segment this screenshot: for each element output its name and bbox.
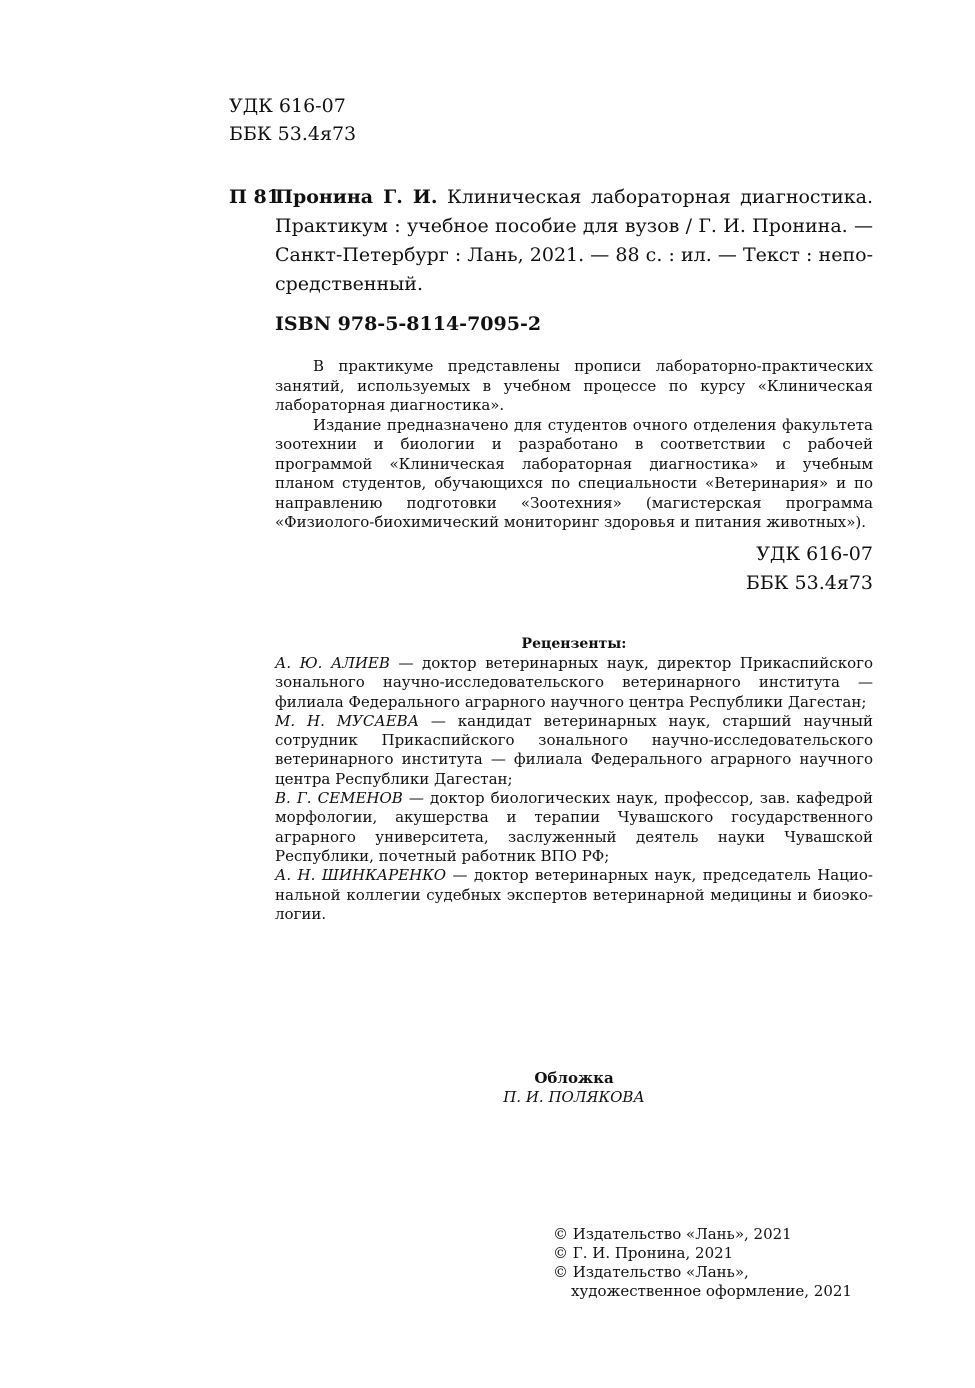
top-udk: УДК 616-07 — [229, 95, 346, 117]
annotation-paragraph-1: В практикуме представлены прописи лабораторно-практических занятий, используемых в учебном процессе по курсу «Клиническая лабораторная диагностика». — [275, 357, 873, 414]
reviewer-name: А. Ю. АЛИЕВ — [275, 654, 390, 672]
top-classification — [229, 92, 356, 148]
copyright-line: © Издательство «Лань», — [553, 1263, 749, 1281]
annotation-paragraph-2: Издание предназначено для студентов очного отделения факультета зоотехнии и биологии и разработано в соответствии с рабочей программой «Клиническая лабораторная диагностика» и учебным планом студентов, обучающихся по специальности «Ветеринария» и по направлению подготовки «Зоотехния» (магистерская программа «Физиолого-биохимический мониторинг здоровья и питания животных»). — [275, 415, 873, 531]
bottom-udk: УДК 616-07 — [756, 543, 873, 565]
reviewer-name: В. Г. СЕМЕНОВ — [275, 789, 403, 808]
reviewers-list — [275, 654, 873, 924]
reviewer-details: — доктор ветеринарных наук, директор Прикаспийского зонального научно-исследовательского ветеринарного института — филиала Федерального аграрного научного центра Республики Дагестан; — [275, 654, 873, 711]
reviewer-details: — кандидат ветеринарных наук, старший научный сотрудник Прикаспийского зонального научно-исследовательского ветеринарного института — филиала Федерального аграрного научного центра Республики Дагестан; — [275, 711, 873, 788]
author-mark: П 81 — [229, 186, 280, 208]
reviewer-entry — [275, 866, 873, 924]
reviewers-title: Рецензенты: — [521, 636, 627, 652]
reviewer-entry — [275, 712, 873, 789]
top-bbk: ББК 53.4я73 — [229, 123, 357, 145]
reviewer-details: — доктор ветеринарных наук, председатель Национальной коллегии судебных экспертов ветеринарной медицины и биоэкологии. — [275, 866, 873, 923]
reviewer-details: — доктор биологических наук, профессор, зав. кафедрой морфологии, акушерства и терапии Чувашского государственного аграрного университета, заслуженный деятель науки Чувашской Республики, почетный работник ВПО РФ; — [275, 789, 873, 865]
annotation — [275, 357, 873, 533]
cover-title: Обложка — [534, 1069, 614, 1087]
copyright-line: художественное оформление, 2021 — [571, 1282, 852, 1300]
reviewer-name: А. Н. ШИНКАРЕНКО — [275, 866, 447, 885]
cover-credit — [275, 1069, 873, 1107]
cover-designer: П. И. ПОЛЯКОВА — [503, 1088, 645, 1106]
reviewer-entry — [275, 789, 873, 866]
copyright-line: © Издательство «Лань», 2021 — [553, 1225, 792, 1243]
bibliographic-record — [275, 183, 873, 299]
copyright-block — [553, 1225, 852, 1301]
bottom-bbk: ББК 53.4я73 — [745, 572, 873, 594]
bottom-classification — [575, 540, 873, 598]
isbn: ISBN 978-5-8114-7095-2 — [275, 313, 542, 335]
biblio-description: Клиническая лабораторная диагностика. Практикум : учебное пособие для вузов / Г. И. Пронина. — Санкт-Петербург : Лань, 2021. — 88 с. : ил. — Текст : непосредственный. — [275, 186, 873, 295]
reviewer-entry — [275, 654, 873, 712]
reviewer-name: М. Н. МУСАЕВА — [275, 711, 420, 730]
biblio-author: Пронина Г. И. — [275, 186, 438, 208]
copyright-line: © Г. И. Пронина, 2021 — [553, 1244, 734, 1262]
